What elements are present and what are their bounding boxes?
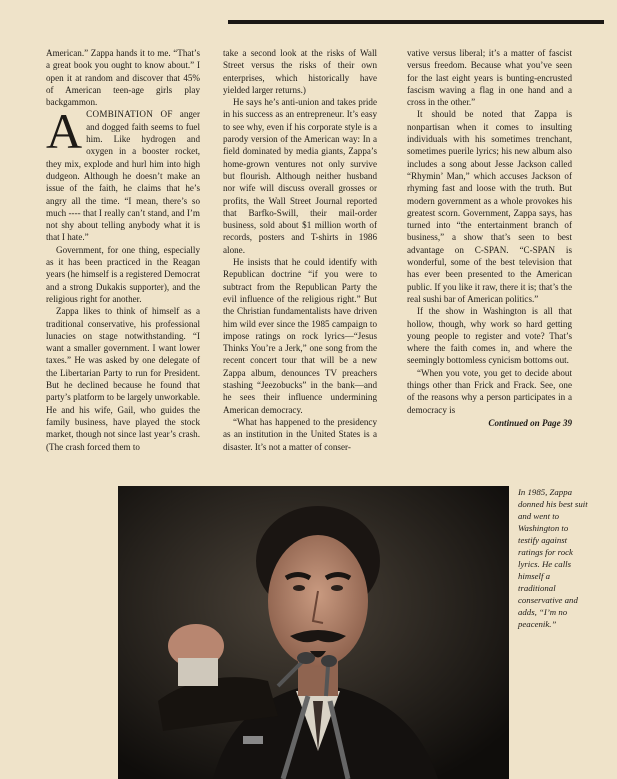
paragraph: Government, for one thing, especially as it has been practiced in the Reagan years (he himself is a registered Democrat and a strong Dukakis supporter), and the religious right for another. [46,244,200,304]
paragraph: He insists that he could identify with Republican doctrine “if you were to subtract from the Republican Party the evil influence of the religious right.” But the Christian fundamentalists have driven him wild ever since the 1985 campaign to impose ratings on rock lyrics—“Jesus Thinks You’re a Jerk,” one song from the recent concert tour that will be a new Zappa album, denounces TV preachers stashing “Jeezobucks” in the bank—and he sees their influence undermining American democracy. [223,257,377,415]
lead-in-smallcaps: COMBINATION OF [86,109,173,120]
paragraph: If the show in Washington is all that hollow, though, why work so hard getting young people to register and vote? That’s where the faith comes in, and where the seemingly bottomless cynicism bottoms out. [407,306,572,366]
paragraph: vative versus liberal; it’s a matter of fascist versus freedom. Because what you’ve seen for the last eight years is bunting-encrusted fascism waving a flag in one hand and a cross in the other.” [407,48,572,108]
photo-illustration [118,486,509,779]
paragraph: “What has happened to the presidency as an institution in the United States is a disaster. It’s not a matter of conser- [223,416,377,452]
article-column-2 [223,47,377,453]
paragraph-text: anger and dogged faith seems to fuel him. Like hydrogen and oxygen in a booster rocket, they mix, explode and hurl him into high dudgeon. Although he doesn’t make an issue of the faith, he claims that he’s angry all the time. “I mean, there’s so much ---- that I really can’t stand, and I’m not shy about telling anybody what it is that I hate.” [46,109,200,243]
paragraph: Zappa likes to think of himself as a traditional conservative, his professional lunacies on stage notwithstanding. “I want a smaller government. I want lower taxes.” He was asked by one delegate of the Libertarian Party to run for President. But he declined because he found that party’s platform to be largely unworkable. He and his wife, Gail, who guides the family business, have played the stock market, though not since last year’s crash. (The crash forced them to [46,306,200,452]
photo-caption: In 1985, Zappa donned his best suit and went to Washington to testify against ratings for rock lyrics. He calls himself a traditional conservative and adds, “I’m no peacenik.” [518,487,588,629]
article-photo [118,486,509,779]
paragraph: take a second look at the risks of Wall Street versus the risks of their own enterprises, which historically have yielded larger returns.) [223,48,377,95]
article-column-3 [407,47,572,429]
continued-on-page: Continued on Page 39 [488,417,572,428]
top-rule [228,20,604,24]
paragraph-dropcap [46,103,200,243]
paragraph: He says he’s anti-union and takes pride in his success as an entrepreneur. It’s easy to see why, even if his corporate style is a parody version of the American way: In a field dominated by media giants, Zappa’s home-grown ventures not only survive but flourish. Although neither husband nor wife will discuss overall grosses or profits, the Wall Street Journal reported that Barfko-Swill, their mail-order business, sold about $1 million worth of records, posters and T-shirts in 1986 alone. [223,97,377,255]
drop-cap: A [46,103,83,160]
article-column-1 [46,47,200,453]
paragraph: “When you vote, you get to decide about things other than Frick and Frack. See, one of the reasons why a person participates in a democracy is [407,367,572,415]
paragraph: It should be noted that Zappa is nonpartisan when it comes to insulting individuals with his sometimes trenchant, sometimes puerile lyrics; his new album also includes a song about Jesse Jackson called “Rhymin’ Man,” which accuses Jackson of rhyming fast and loose with the truth. But modern government as a whole provokes his greatest scorn. Government, Zappa says, has turned into “the entertainment branch of business,” a show that’s seen to best advantage on C-SPAN. “C-SPAN is wonderful, some of the best television that has ever been presented to the American public. If you like it raw, there it is; that’s the real sushi bar of American politics.” [407,109,572,304]
paragraph: American.” Zappa hands it to me. “That’s a great book you ought to know about.” I open it at random and discover that 45% of American teen-age girls play backgammon. [46,48,200,108]
